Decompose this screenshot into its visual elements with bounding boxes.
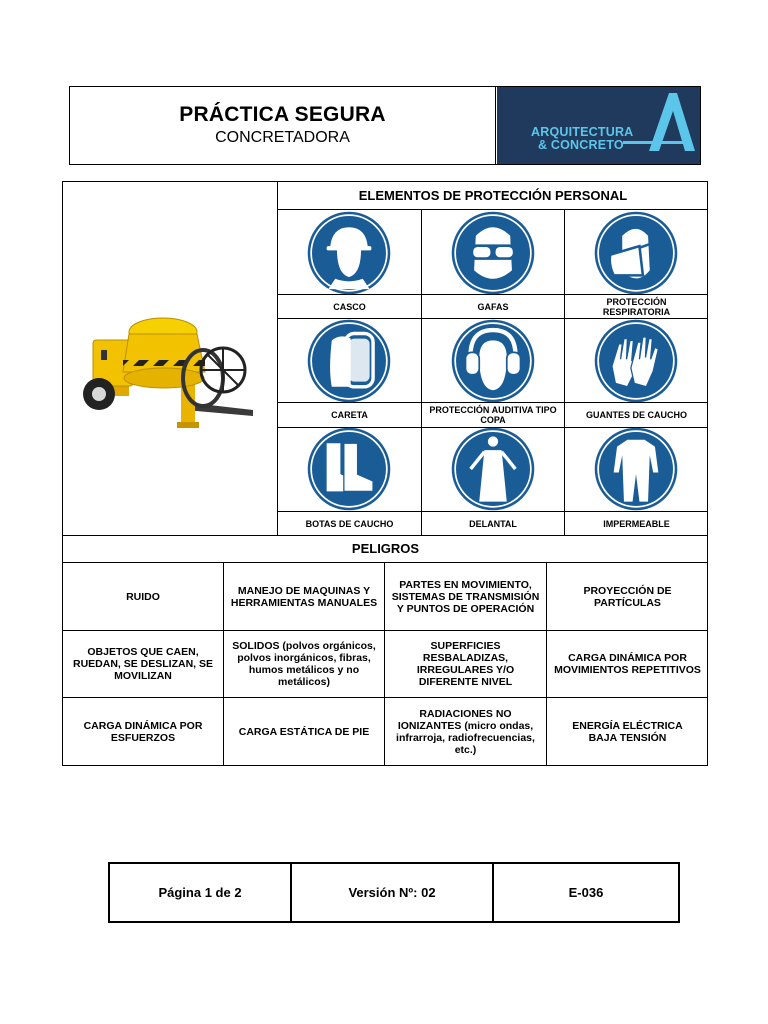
hazard-cell: SUPERFICIES RESBALADIZAS, IRREGULARES Y/O DIFERENTE NIVEL [416, 640, 515, 688]
respirator-icon [593, 210, 679, 296]
hazard-cell: RADIACIONES NO IONIZANTES (micro ondas, infrarroja, radiofrecuencias, etc.) [396, 708, 535, 756]
hazard-cell: CARGA DINÁMICA POR MOVIMIENTOS REPETITIVOS [554, 652, 701, 676]
hazard-cell: CARGA DINÁMICA POR ESFUERZOS [83, 720, 203, 744]
ppe-label: GAFAS [477, 301, 509, 312]
boots-icon [306, 426, 392, 512]
header-title-block [70, 87, 496, 164]
ppe-label: CARETA [331, 410, 368, 420]
hazard-cell: RUIDO [126, 590, 160, 603]
hazards-section-title: PELIGROS [351, 541, 420, 556]
concrete-mixer-image [73, 282, 269, 437]
hazard-cell: ENERGÍA ELÉCTRICA BAJA TENSIÓN [572, 720, 683, 744]
ppe-label: BOTAS DE CAUCHO [305, 518, 394, 529]
version-number: Versión Nº: 02 [348, 885, 436, 900]
ppe-label: DELANTAL [469, 518, 517, 529]
hazard-cell: CARGA ESTÁTICA DE PIE [238, 726, 370, 738]
company-logo [497, 87, 700, 164]
page-number: Página 1 de 2 [158, 885, 242, 900]
hazard-cell: OBJETOS QUE CAEN, RUEDAN, SE DESLIZAN, SE MOVILIZAN [72, 646, 214, 682]
ppe-section-title: ELEMENTOS DE PROTECCIÓN PERSONAL [358, 188, 628, 203]
ppe-label: GUANTES DE CAUCHO [585, 410, 687, 420]
face-shield-icon [306, 318, 392, 404]
apron-icon [450, 426, 536, 512]
hazard-cell: PROYECCIÓN DE PARTÍCULAS [583, 584, 672, 609]
ppe-label: PROTECCIÓN AUDITIVA TIPO COPA [429, 405, 557, 425]
document-code: E-036 [568, 885, 604, 900]
coverall-icon [593, 426, 679, 512]
document-footer [108, 862, 680, 923]
gloves-icon [593, 318, 679, 404]
hazard-cell: SOLIDOS (polvos orgánicos, polvos inorgánicos, fibras, humos metálicos y no metálicos) [232, 640, 376, 688]
logo-a-mark [619, 89, 695, 151]
logo-text-line2: & CONCRETO [538, 138, 624, 152]
goggles-icon [450, 210, 536, 296]
document-subtitle: CONCRETADORA [215, 129, 350, 146]
ppe-label: CASCO [333, 301, 366, 312]
ppe-label: PROTECCIÓN RESPIRATORIA [602, 296, 671, 317]
ear-muffs-icon [450, 318, 536, 404]
logo-text-line1: ARQUITECTURA [531, 125, 634, 139]
document-title: PRÁCTICA SEGURA [179, 103, 386, 126]
helmet-icon [306, 210, 392, 296]
document-header [69, 86, 701, 165]
ppe-label: IMPERMEABLE [603, 518, 670, 529]
hazard-cell: MANEJO DE MAQUINAS Y HERRAMIENTAS MANUALES [230, 584, 378, 609]
safety-table [62, 181, 708, 766]
hazard-cell: PARTES EN MOVIMIENTO, SISTEMAS DE TRANSMISIÓN Y PUNTOS DE OPERACIÓN [391, 578, 540, 615]
